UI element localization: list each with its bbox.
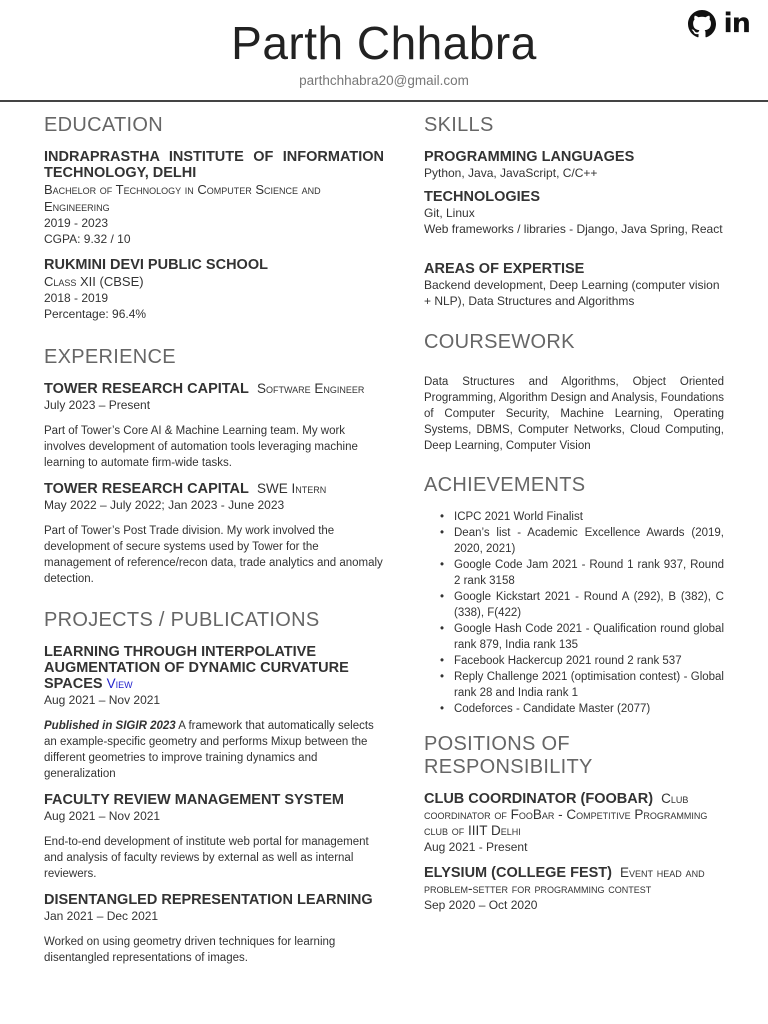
experience-title: EXPERIENCE xyxy=(44,346,176,368)
list-item: • Reply Challenge 2021 (optimisation contest) - Global rank 28 and India rank 1 xyxy=(440,671,724,699)
skills-title: SKILLS xyxy=(424,114,494,136)
project-description-text: A framework that automatically selects an example-specific geometry and performs Mixup between the different geometries to improve training dynamics and generalization xyxy=(44,720,374,780)
experience-heading xyxy=(44,381,384,397)
position-name: ELYSIUM (COLLEGE FEST) xyxy=(424,865,612,881)
project-entry xyxy=(44,644,384,782)
programming-languages: Python, Java, JavaScript, C/C++ xyxy=(424,166,598,180)
areas-of-expertise: Backend development, Deep Learning (computer vision + NLP), Data Structures and Algorithms xyxy=(424,278,720,308)
list-item: • Codeforces - Candidate Master (2077) xyxy=(440,703,651,715)
project-description: Worked on using geometry driven techniques for learning disentangled representations of images. xyxy=(44,936,336,964)
education-title: EDUCATION xyxy=(44,114,163,136)
experience-heading xyxy=(44,481,384,497)
areas-of-expertise-title: AREAS OF EXPERTISE xyxy=(424,261,585,277)
position-heading xyxy=(424,791,724,839)
social-links xyxy=(688,10,750,38)
position-role: Event head and problem-setter for programming contest xyxy=(424,865,705,896)
technologies-line: Web frameworks / libraries - Django, Java Spring, React xyxy=(424,222,723,236)
list-item: • Google Kickstart 2021 - Round A (292), B (382), C (338), F(422) xyxy=(440,591,724,619)
list-item: • Dean’s list - Academic Excellence Awards (2019, 2020, 2021) xyxy=(440,527,724,555)
company-name: TOWER RESEARCH CAPITAL xyxy=(44,481,249,497)
degree: Class XII (CBSE) xyxy=(44,274,144,289)
project-name: DISENTANGLED REPRESENTATION LEARNING xyxy=(44,892,373,908)
github-icon[interactable] xyxy=(688,10,716,38)
education-years: 2018 - 2019 xyxy=(44,291,109,305)
institution-name: RUKMINI DEVI PUBLIC SCHOOL xyxy=(44,257,268,273)
job-role: SWE Intern xyxy=(256,481,327,496)
institution-name: INDRAPRASTHA INSTITUTE OF INFORMATION TECHNOLOGY, DELHI xyxy=(44,149,384,181)
technologies-title: TECHNOLOGIES xyxy=(424,189,541,205)
achievements-title: ACHIEVEMENTS xyxy=(424,474,586,496)
resume-header xyxy=(0,0,768,102)
right-column xyxy=(424,114,724,923)
positions-title: POSITIONS OF RESPONSIBILITY xyxy=(424,733,593,778)
position-dates: Aug 2021 - Present xyxy=(424,840,528,854)
publication-label: Published in SIGIR 2023 xyxy=(44,720,176,732)
project-description xyxy=(44,718,384,782)
list-item: • Google Code Jam 2021 - Round 1 rank 937, Round 2 rank 3158 xyxy=(440,559,724,587)
project-description: End-to-end development of institute web portal for management and analysis of faculty reviews by external as well as internal reviewers. xyxy=(44,836,369,880)
project-dates: Jan 2021 – Dec 2021 xyxy=(44,909,159,923)
education-entry xyxy=(44,149,384,247)
education-entry xyxy=(44,257,384,322)
project-heading xyxy=(44,644,384,692)
position-entry xyxy=(424,865,724,913)
experience-description: Part of Tower’s Core AI & Machine Learning team. My work involves development of automation tools leveraging machine learning to automate firm-wide tasks. xyxy=(44,425,358,469)
experience-dates: July 2023 – Present xyxy=(44,398,151,412)
position-entry xyxy=(424,791,724,855)
job-role: Software Engineer xyxy=(256,381,365,396)
experience-entry xyxy=(44,481,384,587)
technologies-line: Git, Linux xyxy=(424,206,475,220)
experience-dates: May 2022 – July 2022; Jan 2023 - June 2023 xyxy=(44,498,285,512)
left-column xyxy=(44,114,384,976)
degree: Bachelor of Technology in Computer Science and Engineering xyxy=(44,182,321,214)
project-view-link[interactable]: View xyxy=(106,676,133,691)
education-years: 2019 - 2023 xyxy=(44,216,109,230)
education-score: Percentage: 96.4% xyxy=(44,307,147,321)
company-name: TOWER RESEARCH CAPITAL xyxy=(44,381,249,397)
achievements-list xyxy=(424,509,724,717)
position-name: CLUB COORDINATOR (FOOBAR) xyxy=(424,791,654,807)
experience-entry xyxy=(44,381,384,471)
coursework-text: Data Structures and Algorithms, Object Oriented Programming, Algorithm Design and Analysis, Foundations of Computer Security, Machine Learning, Operating Systems, DBMS, Computer Networks, Cloud Computing, Deep Learning, Computer Vision xyxy=(424,376,724,452)
position-dates: Sep 2020 – Oct 2020 xyxy=(424,898,538,912)
programming-languages-title: PROGRAMMING LANGUAGES xyxy=(424,149,635,165)
position-role: Club coordinator of FooBar - Competitive Programming club of IIIT Delhi xyxy=(424,791,708,838)
project-name: LEARNING THROUGH INTERPOLATIVE AUGMENTATION OF DYNAMIC CURVATURE SPACES xyxy=(44,644,349,692)
linkedin-icon[interactable]: in xyxy=(723,8,750,39)
list-item: • Facebook Hackercup 2021 round 2 rank 537 xyxy=(440,655,682,667)
candidate-name: Parth Chhabra xyxy=(231,17,537,69)
education-score: CGPA: 9.32 / 10 xyxy=(44,232,131,246)
projects-title: PROJECTS / PUBLICATIONS xyxy=(44,609,320,631)
project-entry xyxy=(44,792,384,882)
coursework-title: COURSEWORK xyxy=(424,331,575,353)
list-item: • Google Hash Code 2021 - Qualification round global rank 879, India rank 135 xyxy=(440,623,724,651)
position-heading xyxy=(424,865,724,897)
email-link[interactable]: parthchhabra20@gmail.com xyxy=(299,73,469,88)
project-name: FACULTY REVIEW MANAGEMENT SYSTEM xyxy=(44,792,344,808)
list-item: • ICPC 2021 World Finalist xyxy=(440,511,583,523)
project-dates: Aug 2021 – Nov 2021 xyxy=(44,693,161,707)
project-dates: Aug 2021 – Nov 2021 xyxy=(44,809,161,823)
project-entry xyxy=(44,892,384,966)
experience-description: Part of Tower’s Post Trade division. My work involved the development of secure systems used by Tower for the management of reference/recon data, trade analytics and anomaly detection. xyxy=(44,525,383,585)
